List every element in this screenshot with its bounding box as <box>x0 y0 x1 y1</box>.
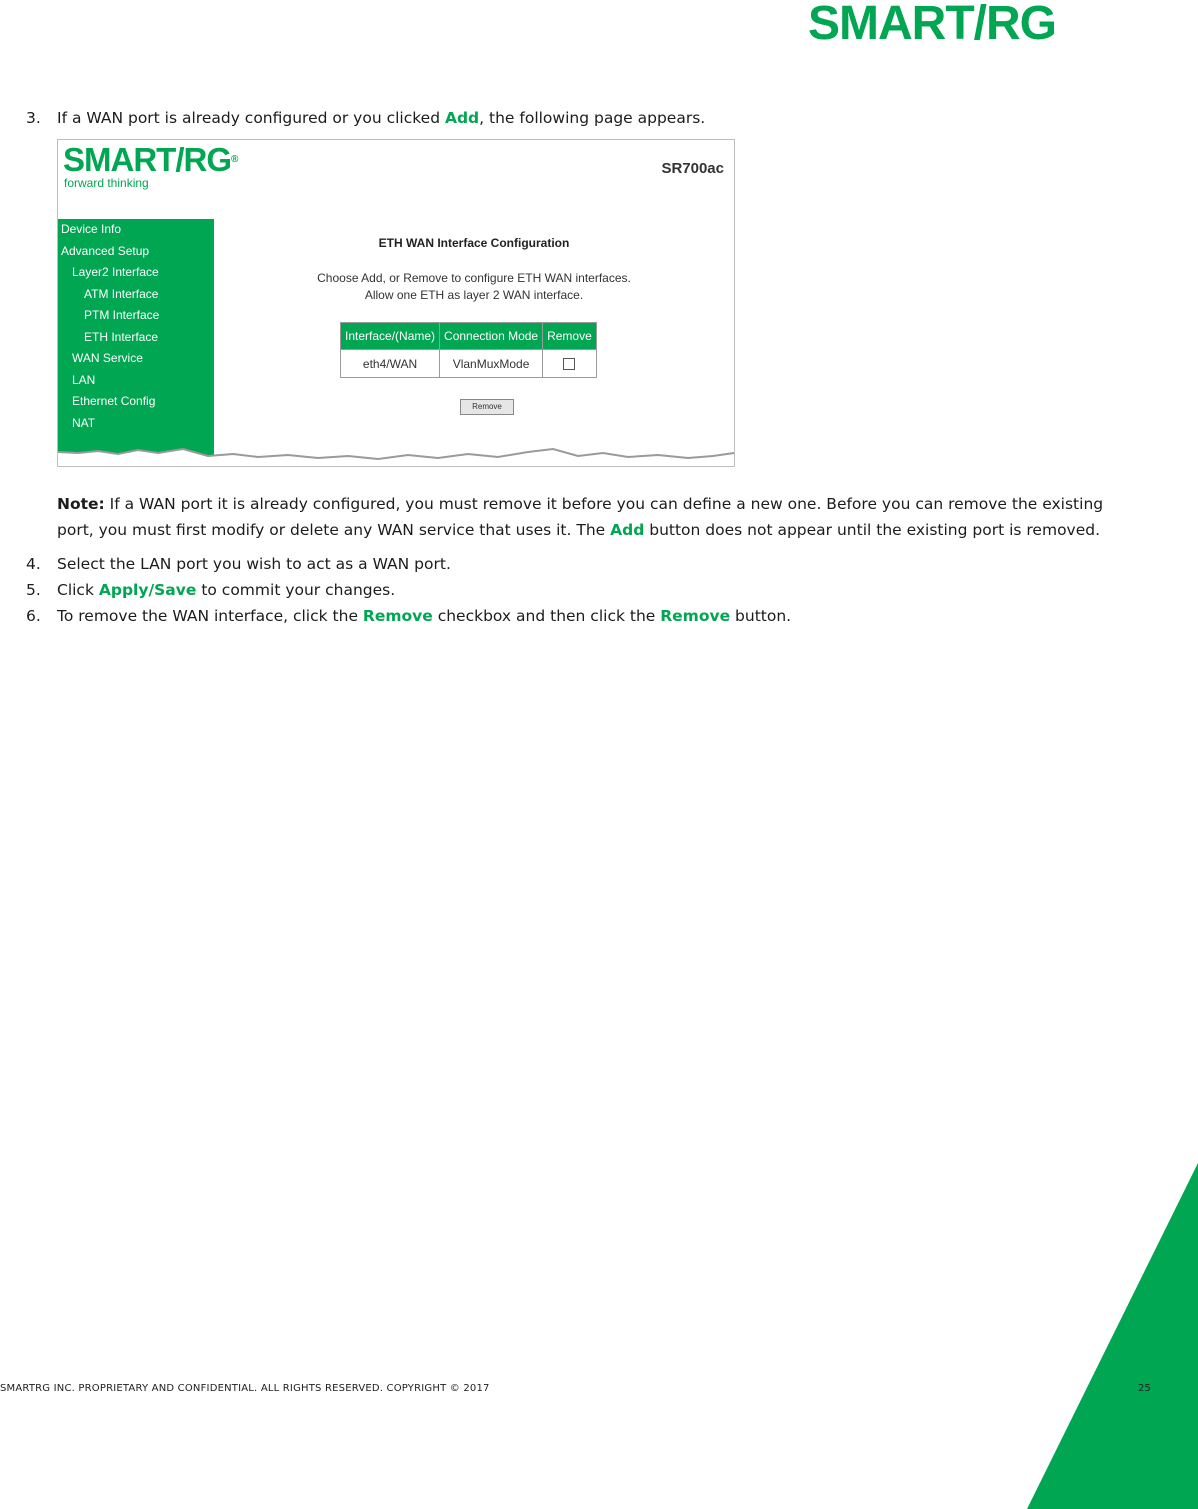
router-screenshot <box>57 139 735 467</box>
table-row <box>341 350 597 378</box>
remove-button[interactable]: Remove <box>460 399 514 415</box>
remove-checkbox[interactable] <box>563 358 575 370</box>
keyword-add: Add <box>610 521 645 539</box>
torn-edge <box>58 440 734 466</box>
sidebar-item-layer2-interface[interactable]: Layer2 Interface <box>72 265 159 279</box>
remove-cell <box>543 350 597 378</box>
sidebar-item-wan-service[interactable]: WAN Service <box>72 351 143 365</box>
column-header: Connection Mode <box>440 323 543 350</box>
keyword-add: Add <box>444 109 480 127</box>
sidebar-item-ethernet-config[interactable]: Ethernet Config <box>72 394 156 408</box>
step-5: 5. Click Apply/Save to commit your changes. <box>26 581 396 599</box>
column-header: Remove <box>543 323 597 350</box>
table-header-row <box>341 323 597 350</box>
sidebar-item-advanced-setup[interactable]: Advanced Setup <box>61 243 150 258</box>
router-sidebar <box>58 219 214 466</box>
router-model: SR700ac <box>661 160 724 177</box>
sidebar-item-atm-interface[interactable]: ATM Interface <box>84 286 159 301</box>
keyword-apply-save: Apply/Save <box>98 581 197 599</box>
router-logo: SMART/RG® <box>63 141 238 178</box>
step-4: 4. Select the LAN port you wish to act as a WAN port. <box>26 555 451 573</box>
sidebar-item-lan[interactable]: LAN <box>72 372 96 387</box>
connection-mode-cell: VlanMuxMode <box>440 350 543 378</box>
sidebar-item-device-info[interactable]: Device Info <box>61 222 122 236</box>
config-title: ETH WAN Interface Configuration <box>378 236 570 250</box>
router-tagline: forward thinking <box>64 176 149 190</box>
sidebar-item-ptm-interface[interactable]: PTM Interface <box>84 308 160 322</box>
sidebar-item-nat[interactable]: NAT <box>72 415 96 430</box>
interface-cell: eth4/WAN <box>341 350 440 378</box>
interface-table <box>340 322 597 378</box>
column-header: Interface/(Name) <box>341 323 440 350</box>
step-number: 3. <box>26 109 41 127</box>
note-paragraph: Note: If a WAN port it is already configured, you must remove it before you can define a new one. Before you can remove the existing port, you must first modify or delete any WAN service that uses it. The Add button does not appear until the existing port is removed. <box>57 495 1104 539</box>
keyword-remove: Remove <box>362 607 433 625</box>
keyword-remove: Remove <box>660 607 731 625</box>
page-number: 25 <box>1138 1383 1151 1394</box>
footer-copyright: SMARTRG INC. PROPRIETARY AND CONFIDENTIAL. ALL RIGHTS RESERVED. COPYRIGHT © 2017 <box>0 1383 490 1394</box>
brand-logo: SMART/RG <box>808 0 1056 50</box>
step-3: 3. If a WAN port is already configured or you clicked Add, the following page appears. <box>26 105 1136 131</box>
config-instructions: Choose Add, or Remove to configure ETH WAN interfaces. Allow one ETH as layer 2 WAN interface. <box>317 271 631 302</box>
sidebar-item-eth-interface[interactable]: ETH Interface <box>84 329 159 344</box>
step-6: 6. To remove the WAN interface, click the Remove checkbox and then click the Remove button. <box>26 607 792 625</box>
